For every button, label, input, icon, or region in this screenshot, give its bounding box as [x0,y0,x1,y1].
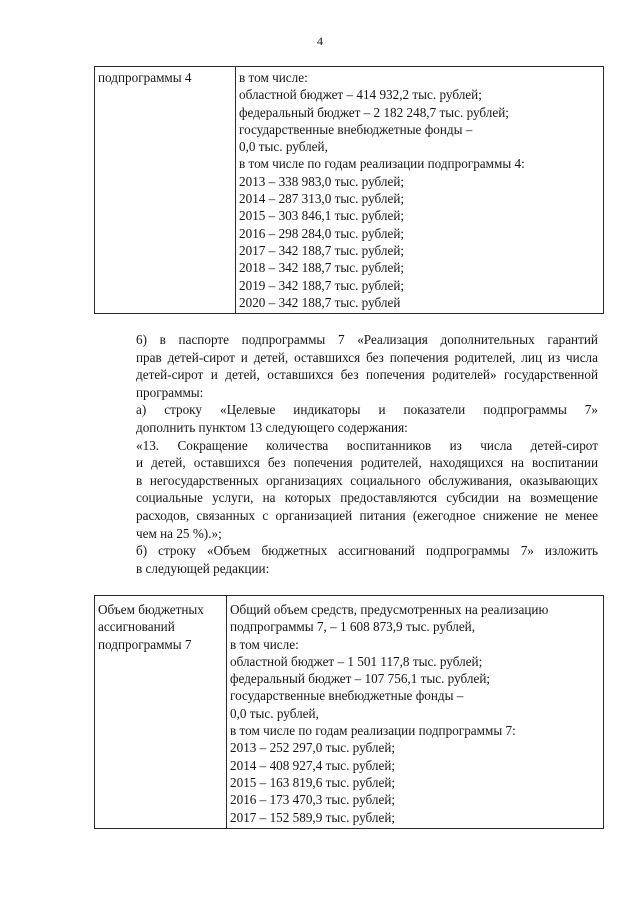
table-line: 2013 – 252 297,0 тыс. рублей; [230,740,396,756]
table-line: 2015 – 163 819,6 тыс. рублей; [230,774,396,790]
paragraph-a [96,401,598,436]
text-line: программы: [136,384,204,400]
paragraph-b [96,542,598,577]
table-line: федеральный бюджет – 2 182 248,7 тыс. рублей; [239,104,509,120]
table-label-text: Объем бюджетных [98,602,204,617]
table-line: 2013 – 338 983,0 тыс. рублей; [239,173,405,189]
table-line: областной бюджет – 1 501 117,8 тыс. рублей; [230,653,483,669]
paragraph-6 [96,331,598,401]
budget-table-subprogram-7 [94,595,604,829]
table-label-text: подпрограммы 4 [98,70,192,85]
table-line: подпрограммы 7, – 1 608 873,9 тыс. рублей, [230,619,476,635]
text-line: в следующей редакции: [136,560,270,576]
table-line: 2018 – 342 188,7 тыс. рублей; [239,260,405,276]
table-line: в том числе: [230,636,299,652]
table-label-text: ассигнований [98,619,175,635]
table-line: 2016 – 298 284,0 тыс. рублей; [239,225,405,241]
table-line: 2014 – 408 927,4 тыс. рублей; [230,757,396,773]
table-line: федеральный бюджет – 107 756,1 тыс. рублей; [230,671,491,687]
table-line: 2016 – 173 470,3 тыс. рублей; [230,792,396,808]
table-line: Общий объем средств, предусмотренных на реализацию [230,602,549,617]
table-line: 0,0 тыс. рублей, [230,705,319,721]
text-line: детей-сирот и детей, оставшихся без попечения родителей» государственной [136,367,598,383]
budget-table-subprogram-4 [94,66,604,314]
text-line: социальные услуги, на которых предоставляются субсидии на возмещение [136,490,598,506]
table-line: в том числе по годам реализации подпрограммы 4: [239,156,525,172]
text-line: 6) в паспорте подпрограммы 7 «Реализация дополнительных гарантий [136,332,598,347]
text-line: «13. Сокращение количества воспитанников из числа детей-сирот [136,437,598,453]
table-line: государственные внебюджетные фонды – [230,688,464,704]
table-line: 2020 – 342 188,7 тыс. рублей [239,294,401,310]
table-line: областной бюджет – 414 932,2 тыс. рублей; [239,87,482,103]
text-line: б) строку «Объем бюджетных ассигнований подпрограммы 7» изложить [136,543,598,559]
table-label-cell [95,596,227,829]
table-line: 2019 – 342 188,7 тыс. рублей; [239,277,405,293]
table-line: в том числе: [239,70,308,85]
table-content-cell [227,596,604,829]
text-line: дополнить пунктом 13 следующего содержания: [136,419,408,435]
text-line: и детей, оставшихся без попечения родителей, находящихся на воспитании [136,455,598,471]
table-line: 2017 – 152 589,9 тыс. рублей; [230,809,396,825]
table-line: 0,0 тыс. рублей, [239,139,328,155]
page-number: 4 [317,34,323,48]
text-line: а) строку «Целевые индикаторы и показатели подпрограммы 7» [136,402,598,418]
table-label-cell [95,67,236,314]
table-content-cell [236,67,604,314]
text-line: расходов, связанных с организацией питания (ежегодное снижение не менее [136,507,598,523]
body-text [96,331,598,577]
text-line: прав детей-сирот и детей, оставшихся без попечения родителей, лиц из числа [136,349,598,365]
text-line: чем на 25 %).»; [136,525,222,541]
table-label-text: подпрограммы 7 [98,636,192,652]
table-line: 2017 – 342 188,7 тыс. рублей; [239,242,405,258]
table-line: государственные внебюджетные фонды – [239,121,473,137]
text-line: в негосударственных организациях социального обслуживания, оказывающих [136,472,598,488]
table-line: в том числе по годам реализации подпрограммы 7: [230,723,516,739]
table-line: 2015 – 303 846,1 тыс. рублей; [239,208,405,224]
paragraph-13 [96,437,598,543]
table-line: 2014 – 287 313,0 тыс. рублей; [239,191,405,207]
